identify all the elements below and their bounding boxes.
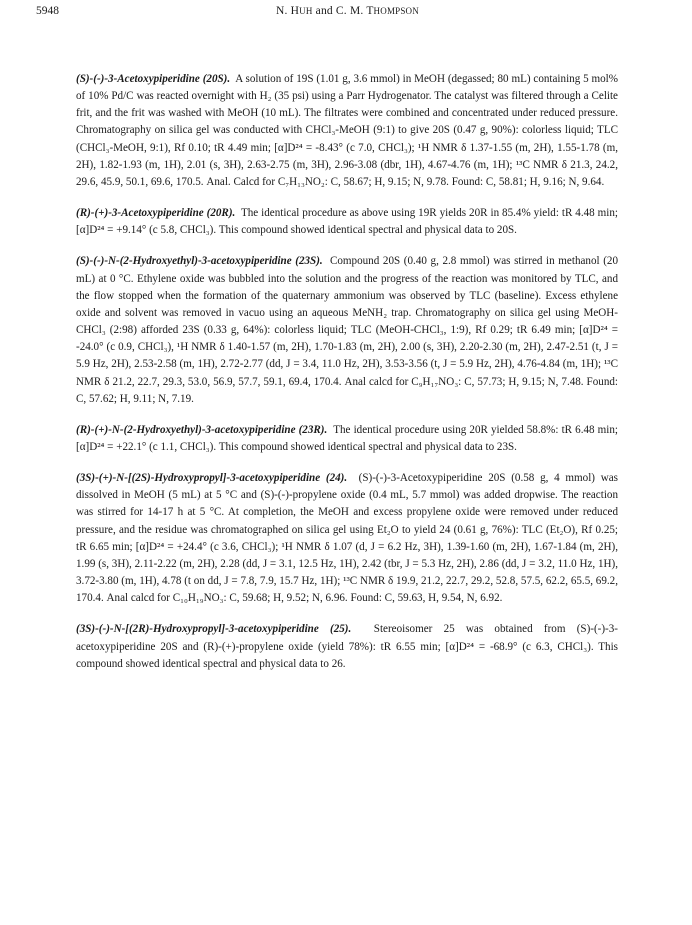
paragraph-25 (76, 621, 618, 672)
paragraph-text: Stereoisomer 25 was obtained from (S)-(-)-3-acetoxypiperidine 20S and (R)-(+)-propylene oxide (yield 78%): tR 6.55 min; [α]D²⁴ = -68.9° (c 6.3, CHCl₃). This compound showed identical spectral and physical data to 26. (76, 623, 618, 670)
article-body (76, 71, 618, 687)
page-header (0, 0, 692, 40)
compound-title: (R)-(+)-3-Acetoxypiperidine (20R). (76, 207, 236, 220)
page-number: 5948 (36, 5, 59, 17)
paragraph-24 (76, 470, 618, 607)
paragraph-text: The identical procedure using 20R yielded 58.8%: tR 6.48 min; [α]D²⁴ = +22.1° (c 1.1, CHCl₃). This compound showed identical spectral and physical data to 23S. (76, 423, 618, 453)
compound-title: (3S)-(+)-N-[(2S)-Hydroxypropyl]-3-acetoxypiperidine (24). (76, 472, 348, 485)
paragraph-23R (76, 422, 618, 456)
paragraph-text: The identical procedure as above using 19R yields 20R in 85.4% yield: tR 4.48 min; [α]D²⁴ = +9.14° (c 5.8, CHCl₃). This compound showed identical spectral and physical data to 20S. (76, 207, 618, 237)
running-head: N. HUH and C. M. THOMPSON (276, 5, 419, 17)
paragraph-text: (S)-(-)-3-Acetoxypiperidine 20S (0.58 g, 4 mmol) was dissolved in MeOH (5 mL) at 5 °C and (S)-(-)-propylene oxide (0.4 mL, 5.7 mmol) was added dropwise. The reaction was stirred for 14-17 h at 5 °C. At completion, the MeOH and excess propylene oxide were removed under reduced pressure, and the residue was chromatographed on silica gel using Et₂O to yield 24 (0.61 g, 76%): TLC (Et₂O), Rf 0.25; tR 6.65 min; [α]D²⁴ = +24.4° (c 3.6, CHCl₃); ¹H NMR δ 1.07 (d, J = 6.2 Hz, 3H), 1.39-1.60 (m, 2H), 1.67-1.84 (m, 2H), 1.99 (s, 3H), 2.11-2.22 (m, 2H), 2.28 (dd, J = 3.1, 12.5 Hz, 1H), 2.42 (tbr, J = 5.3 Hz, 2H), 2.86 (dd, J = 3.2, 11.0 Hz, 1H), 3.72-3.80 (m, 1H), 4.78 (t on dd, J = 7.8, 7.9, 15.7 Hz, 1H); ¹³C NMR δ 19.9, 21.2, 22.7, 29.2, 52.8, 57.5, 62.2, 65.5, 69.2, 170.4. Anal calcd for C₁₀H₁₉NO₃: C, 59.68; H, 9.52; N, 6.96. Found: C, 59.63, H, 9.54, N, 6.92. (76, 472, 618, 605)
compound-title: (S)-(-)-N-(2-Hydroxyethyl)-3-acetoxypiperidine (23S). (76, 255, 323, 268)
compound-title: (3S)-(-)-N-[(2R)-Hydroxypropyl]-3-acetoxypiperidine (25). (76, 623, 352, 636)
paragraph-20S (76, 71, 618, 191)
paragraph-text: A solution of 19S (1.01 g, 3.6 mmol) in MeOH (degassed; 80 mL) containing 5 mol% of 10% Pd/C was reacted overnight with H₂ (35 psi) using a Parr Hydrogenator. The catalyst was filtered through a Celite frit, and the frit was washed with MeOH (10 mL). The filtrates were combined and concentrated under reduced pressure. Chromatography on silica gel was conducted with CHCl₃-MeOH (9:1) to give 20S (0.47 g, 90%): colorless liquid; TLC (CHCl₃-MeOH, 9:1), Rf 0.10; tR 4.49 min; [α]D²⁴ = -8.43° (c 7.0, CHCl₃); ¹H NMR δ 1.37-1.55 (m, 2H), 1.55-1.78 (m, 2H), 1.82-1.93 (m, 1H), 2.01 (s, 3H), 2.63-2.75 (m, 3H), 2.96-3.08 (dbr, 1H), 4.67-4.76 (m, 1H); ¹³C NMR δ 21.3, 24.2, 29.6, 45.9, 50.1, 69.6, 170.5. Anal. Calcd for C₇H₁₃NO₂: C, 58.67; H, 9.15; N, 9.78. Found: C, 58.81; H, 9.16; N, 9.64. (76, 73, 619, 188)
paragraph-20R (76, 205, 618, 239)
compound-title: (R)-(+)-N-(2-Hydroxyethyl)-3-acetoxypiperidine (23R). (76, 423, 328, 436)
paragraph-text: Compound 20S (0.40 g, 2.8 mmol) was stirred in methanol (20 mL) at 0 °C. Ethylene oxide was bubbled into the solution and the progress of the reaction was monitored by TLC, and the flow stopped when the formation of the quaternary ammonium was observed by TLC (baseline). Excess ethylene oxide and solvent was removed in vacuo using an aqueous MeNH₂ trap. Chromatography on silica gel using MeOH-CHCl₃ (2:98) afforded 23S (0.33 g, 64%): colorless liquid; TLC (MeOH-CHCl₃, 1:9), Rf 0.29; tR 6.49 min; [α]D²⁴ = -24.0° (c 0.9, CHCl₃), ¹H NMR δ 1.40-1.57 (m, 2H), 1.70-1.83 (m, 2H), 2.00 (s, 3H), 2.20-2.30 (m, 2H), 2.47-2.51 (t, J = 5.9 Hz, 2H), 2.53-2.58 (m, 1H), 2.72-2.77 (dd, J = 3.4, 11.0 Hz, 2H), 3.53-3.56 (t, J = 5.9 Hz, 2H), 4.76-4.84 (m, 1H); ¹³C NMR δ 21.2, 22.7, 29.3, 53.0, 56.9, 57.7, 59.1, 69.4, 170.4. Anal calcd for C₉H₁₇NO₃: C, 57.73; H, 9.15; N, 7.48. Found: C, 57.62; H, 9.11; N, 7.19. (76, 255, 619, 405)
paragraph-23S (76, 253, 618, 407)
compound-title: (S)-(-)-3-Acetoxypiperidine (20S). (76, 73, 231, 85)
